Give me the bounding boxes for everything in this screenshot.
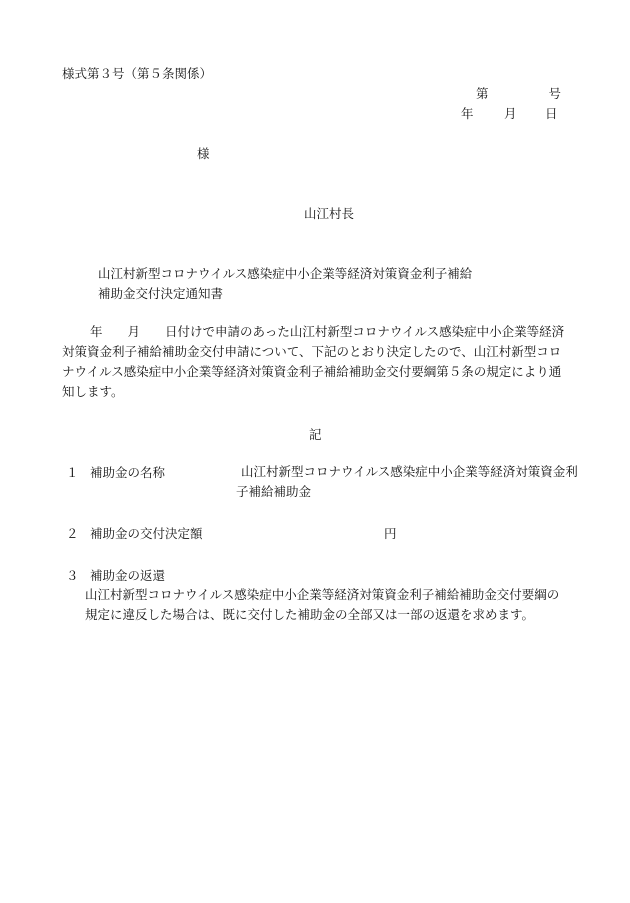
body-paragraph: 年 月 日付けで申請のあった山江村新型コロナウイルス感染症中小企業等経済対策資金利子補給補助金交付申請について、下記のとおり決定したので、山江村新型コロナウイルス感染症中小企業等経済対策資金利子補給補助金交付要綱第５条の規定により通知します。 [62, 324, 565, 399]
document-title-line1: 山江村新型コロナウイルス感染症中小企業等経済対策資金利子補給 [98, 266, 473, 281]
item-2-label: 補助金の交付決定額 [90, 526, 203, 541]
item-1-value: 山江村新型コロナウイルス感染症中小企業等経済対策資金利子補給補助金 [236, 464, 578, 499]
sender: 山江村長 [304, 206, 355, 221]
number-suffix: 号 [548, 86, 561, 101]
document-title-line2: 補助金交付決定通知書 [98, 286, 224, 301]
item-1-label: 補助金の名称 [90, 465, 166, 480]
item-3-label: 補助金の返還 [90, 568, 166, 583]
date-month: 月 [504, 106, 517, 121]
date-day: 日 [545, 106, 558, 121]
document-number-line [476, 83, 561, 105]
item-1-number: １ [66, 465, 79, 480]
ki-heading: 記 [309, 427, 322, 442]
addressee-suffix: 様 [197, 146, 210, 161]
date-year: 年 [461, 106, 474, 121]
form-number: 様式第３号（第５条関係） [62, 66, 213, 81]
item-3-number: ３ [66, 568, 79, 583]
number-prefix: 第 [476, 86, 489, 101]
item-2-number: ２ [66, 526, 79, 541]
item-3-text: 山江村新型コロナウイルス感染症中小企業等経済対策資金利子補給補助金交付要綱の規定に違反した場合は、既に交付した補助金の全部又は一部の返還を求めます。 [85, 587, 560, 622]
item-2-unit: 円 [384, 526, 397, 541]
